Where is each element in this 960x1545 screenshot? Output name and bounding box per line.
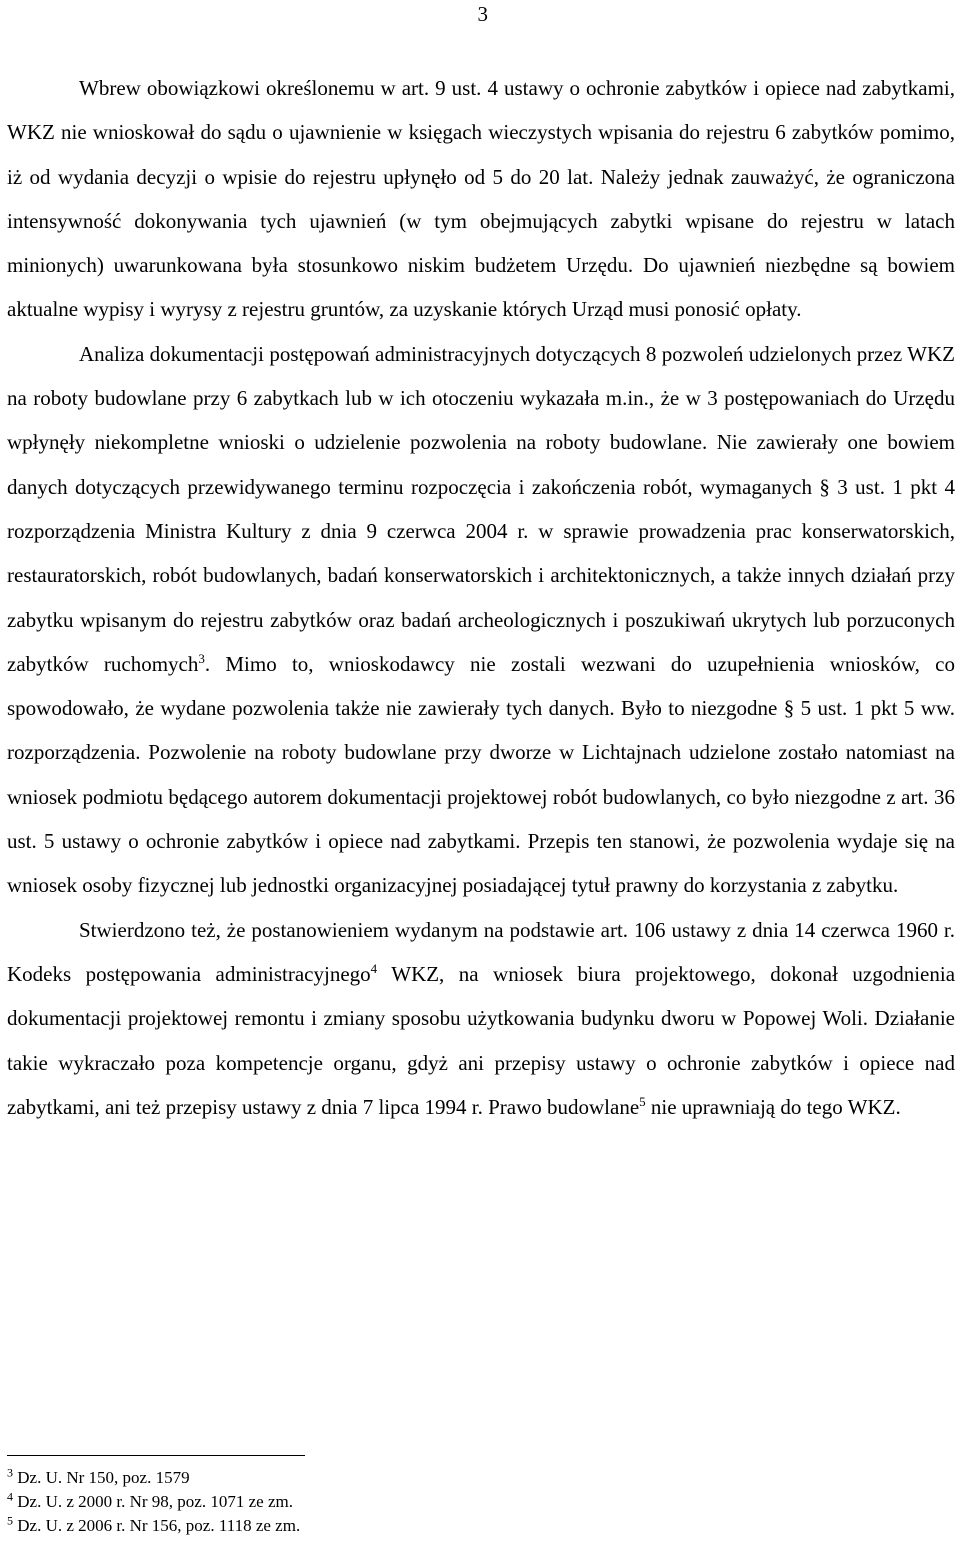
page-number: 3 <box>477 2 488 26</box>
paragraph <box>7 66 955 332</box>
paragraph-text: Wbrew obowiązkowi określonemu w art. 9 ust. 4 ustawy o ochronie zabytków i opiece nad zabytkami, WKZ nie wnioskował do sądu o ujawnienie w księgach wieczystych wpisania do rejestru 6 zabytków pomimo, iż od wydania decyzji o wpisie do rejestru upłynęło od 5 do 20 lat. Należy jednak zauważyć, że ograniczona intensywność dokonywania tych ujawnień (w tym obejmujących zabytki wpisane do rejestru w latach minionych) uwarunkowana była stosunkowo niskim budżetem Urzędu. Do ujawnień niezbędne są bowiem aktualne wypisy i wyrysy z rejestru gruntów, za uzyskanie których Urząd musi ponosić opłaty. <box>7 76 955 322</box>
paragraph-text: Analiza dokumentacji postępowań administracyjnych dotyczących 8 pozwoleń udzielonych przez WKZ na roboty budowlane przy 6 zabytkach lub w ich otoczeniu wykazała m.in., że w 3 postępowaniach do Urzędu wpłynęły niekompletne wnioski o udzielenie pozwolenia na roboty budowlane. Nie zawierały one bowiem danych dotyczących przewidywanego terminu rozpoczęcia i zakończenia robót, wymaganych § 3 ust. 1 pkt 4 rozporządzenia Ministra Kultury z dnia 9 czerwca 2004 r. w sprawie prowadzenia prac konserwatorskich, restauratorskich, robót budowlanych, badań konserwatorskich i architektonicznych, a także innych działań przy zabytku wpisanym do rejestru zabytków oraz badań archeologicznych i poszukiwań ukrytych lub porzuconych zabytków ruchomych <box>7 341 955 676</box>
footnote <box>7 1466 947 1490</box>
paragraph-text: nie uprawniają do tego WKZ. <box>645 1094 901 1119</box>
footnote-separator <box>7 1455 305 1456</box>
footnote-number: 4 <box>7 1489 13 1504</box>
footnote-text: Dz. U. z 2006 r. Nr 156, poz. 1118 ze zm. <box>13 1516 301 1535</box>
footnote-reference: 5 <box>639 1093 646 1109</box>
footnote-number: 5 <box>7 1513 13 1528</box>
footnote <box>7 1514 947 1538</box>
paragraph-text: . Mimo to, wnioskodawcy nie zostali wezwani do uzupełnienia wniosków, co spowodowało, że wydane pozwolenia także nie zawierały tych danych. Było to niezgodne § 5 ust. 1 pkt 5 ww. rozporządzenia. Pozwolenie na roboty budowlane przy dworze w Lichtajnach udzielone zostało natomiast na wniosek podmiotu będącego autorem dokumentacji projektowej robót budowlanych, co było niezgodne z art. 36 ust. 5 ustawy o ochronie zabytków i opiece nad zabytkami. Przepis ten stanowi, że pozwolenia wydaje się na wniosek osoby fizycznej lub jednostki organizacyjnej posiadającej tytuł prawny do korzystania z zabytku. <box>7 651 955 898</box>
footnote <box>7 1490 947 1514</box>
paragraph-text: Stwierdzono też, że postanowieniem wydanym na podstawie art. 106 ustawy z dnia 14 czerwca 1960 r. Kodeks postępowania administracyjnego <box>7 917 955 986</box>
footnote-reference: 3 <box>198 650 205 666</box>
footnote-text: Dz. U. Nr 150, poz. 1579 <box>13 1468 190 1487</box>
footnotes <box>7 1466 947 1538</box>
paragraph-text: WKZ, na wniosek biura projektowego, dokonał uzgodnienia dokumentacji projektowej remontu i zmiany sposobu użytkowania budynku dworu w Popowej Woli. Działanie takie wykraczało poza kompetencje organu, gdyż ani przepisy ustawy o ochronie zabytków i opiece nad zabytkami, ani też przepisy ustawy z dnia 7 lipca 1994 r. Prawo budowlane <box>7 961 956 1119</box>
footnote-number: 3 <box>7 1465 13 1480</box>
paragraph <box>7 332 955 908</box>
footnote-reference: 4 <box>370 960 378 976</box>
footnote-text: Dz. U. z 2000 r. Nr 98, poz. 1071 ze zm. <box>13 1492 293 1511</box>
paragraph <box>7 908 955 1129</box>
body-text <box>7 66 955 1129</box>
